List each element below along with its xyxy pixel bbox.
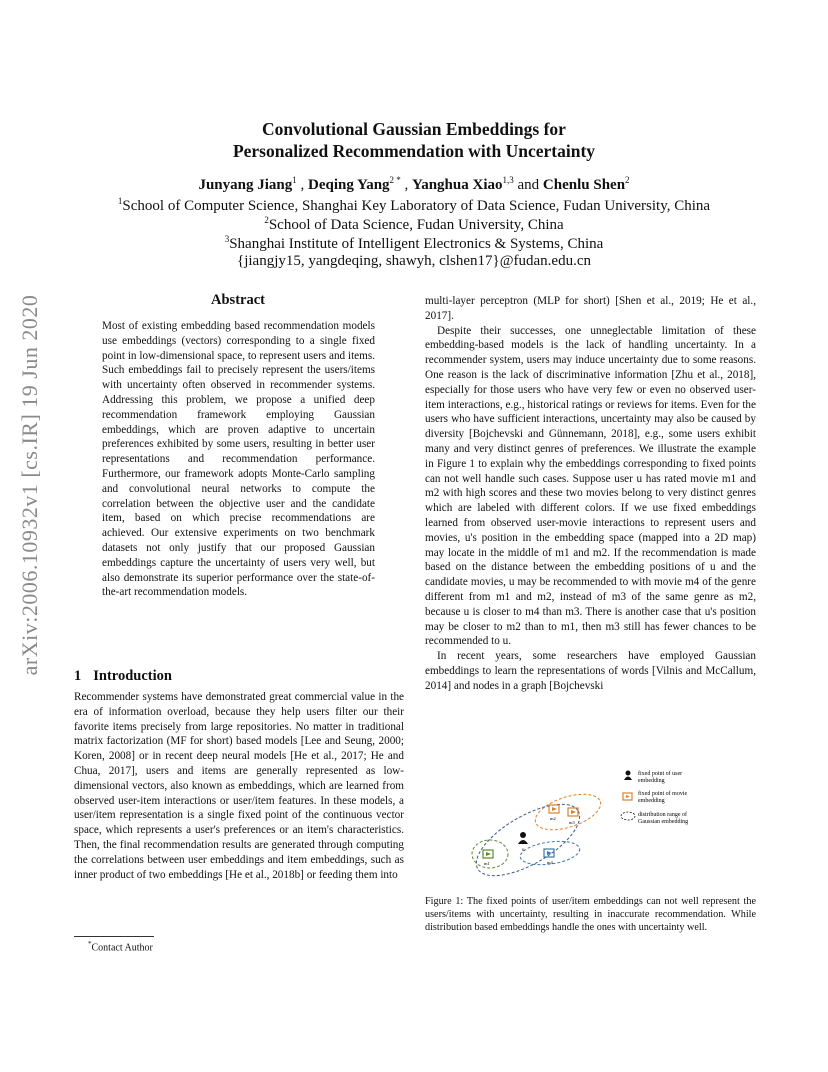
right-column-text (425, 294, 756, 694)
label-m2: m2 (550, 816, 556, 821)
footnote: *Contact Author (88, 940, 153, 954)
label-m3: m3 (569, 820, 575, 825)
author-name: Deqing Yang (307, 177, 390, 193)
label-u: u (522, 848, 525, 853)
footnote-rule (74, 936, 154, 937)
paper-title-line2: Personalized Recommendation with Uncertainty (232, 141, 596, 161)
arxiv-watermark (12, 295, 48, 675)
author-list: Junyang Jiang$^1$ , Deqing Yang$^{2 *}$ , Yanghua Xiao$^{1,3}$ and Chenlu Shen$^2$ (198, 175, 630, 193)
affiliation-3: $^3$Shanghai Institute of Intelligent Electronics & Systems, China (224, 234, 604, 252)
intro-text: Recommender systems have demonstrated great commercial value in the era of information overload, because they help users filter our their favorite items precisely from large repositories. No matter in traditional matrix factorization (MF for short) based models [Lee and Seung, 2000; Koren, 2008] or in recent deep neural models [He et al., 2017; He and Chua, 2017], users and items are generally represented as low-dimensional vectors, also known as embeddings, which are learned from observed user-item interactions or user/item features. In these models, a user/item representation is a single fixed point of the continuous vector space, which represents a user's preferences or an item's characteristics. Then, the final recommendation results are generated through computing the correlations between user embeddings and item embeddings, such as inner product of two embeddings [He et al., 2018b] or feeding them into (74, 691, 404, 881)
abstract-body: Most of existing embedding based recommendation models use embeddings (vectors) corresponding to a single fixed point in low-dimensional space, to represent users and items. Such embeddings fail to precisely represent the users/items with uncertainty often observed in recommender systems. Addressing this problem, we propose a unified deep recommendation framework employing Gaussian embeddings, which are proven adaptive to uncertain preferences exhibited by some users, resulting in better user representations and recommendation performance. Furthermore, our framework adopts Monte-Carlo sampling and convolutional neural networks to compute the correlation between the objective user and the candidate item, based on which precise recommendations are achieved. Our extensive experiments on two benchmark datasets not only justify that our proposed Gaussian embeddings capture the uncertainty of users very well, but also demonstrate its superior performance over the state-of-the-art recommendation models. (102, 320, 375, 599)
svg-text:embedding: embedding (638, 778, 665, 784)
label-m1: m1 (484, 861, 490, 866)
figure-caption: Figure 1: The fixed points of user/item embeddings can not well represent the users/items with uncertainty, resulting in inaccurate recommendation. While distribution based embeddings handle the ones with uncertainty well. (425, 896, 756, 934)
legend (621, 770, 688, 825)
author-emails: {jiangjy15, yangdeqing, shawyh, clshen17}@fudan.edu.cn (237, 253, 591, 269)
svg-text:fixed point of movie: fixed point of movie (638, 791, 688, 797)
abstract-heading: Abstract (211, 292, 265, 308)
author-name: Junyang Jiang (198, 177, 293, 193)
user-icon (518, 832, 528, 844)
paragraph: multi-layer perceptron (MLP for short) [Shen et al., 2019; He et al., 2017]. (425, 295, 756, 322)
affiliation-2: $^2$School of Data Science, Fudan University, China (264, 215, 564, 233)
movie-icon-m2 (549, 805, 559, 813)
affiliation-1: $^1$School of Computer Science, Shanghai Key Laboratory of Data Science, Fudan University, China (117, 196, 711, 214)
paper-title-line1: Convolutional Gaussian Embeddings for (262, 119, 566, 139)
arxiv-id: arXiv:2006.10932v1 [cs.IR] 19 Jun 2020 (17, 294, 42, 676)
svg-text:distribution range of: distribution range of (638, 812, 687, 818)
svg-text:embedding: embedding (638, 798, 665, 804)
figure-1 (468, 768, 716, 878)
svg-text:Gaussian embedding: Gaussian embedding (638, 819, 689, 825)
author-name: Chenlu Shen (542, 177, 626, 193)
paragraph: Despite their successes, one unneglectable limitation of these embedding-based models is the lack of handling uncertainty. In a recommender system, users may induce uncertainty due to some reasons. One reason is the lack of discriminative information [Zhu et al., 2018], especially for those users who have very few or even no observed user-item interactions, e.g., historical ratings or reviews for items. Even for the users who have sufficient interactions, uncertainty may also be caused by diversity [Bojchevski and Günnemann, 2018], e.g., some users exhibit many and very distinct genres of preferences. We illustrate the example in Figure 1 to explain why the embeddings corresponding to fixed points can not well handle such cases. Suppose user u has rated movie m1 and m2 with high scores and these two movies belong to very distinct genres which are labeled with different colors. If we use fixed embeddings learned from observed user-movie interactions to represent users and movies, u's position in the embedding space (mapped into a 2D map) may locate in the middle of m1 and m2. If the recommendation is made based on the distance between the embedding positions of u and the candidate movies, u may be recommended to with movie m4 of the genre different from m1 and m2, instead of m3 of the same genre as m2, because u is closer to m4 than m3. There is another case that u's position may be closer to m2 than to m1, then m3 still has fewer chances to be recommended to u. (425, 324, 756, 648)
movie-icon-m1 (483, 850, 493, 858)
paragraph: In recent years, some researchers have employed Gaussian embeddings to learn the representations of words [Vilnis and McCallum, 2014] and nodes in a graph [Bojchevski (425, 650, 756, 692)
section-heading: 1 Introduction (74, 668, 172, 684)
label-m4: m4 (547, 860, 553, 865)
svg-text:fixed point of user: fixed point of user (638, 771, 683, 777)
figure-diagram (468, 768, 716, 878)
author-name: Yanghua Xiao (412, 177, 503, 193)
